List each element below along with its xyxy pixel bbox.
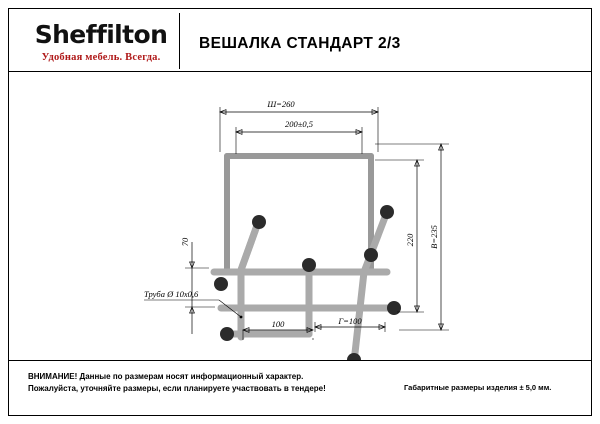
hook-knob: [387, 301, 401, 315]
dim-label-width-overall: Ш=260: [267, 99, 295, 109]
hook-knob: [364, 248, 378, 262]
brand-block: [26, 21, 176, 63]
footer-warning-line1: ВНИМАНИЕ! Данные по размерам носят информационный характер.: [28, 372, 304, 381]
header: [9, 9, 591, 71]
hook-knob: [347, 353, 361, 360]
footer-divider: [9, 360, 591, 361]
footer-warning: [28, 371, 358, 395]
hook-knob: [220, 327, 234, 341]
dimension-depth-hook: [315, 316, 385, 332]
note-label-tube: Труба Ø 10x0,6: [144, 289, 199, 299]
coat-rack-drawing-svg: [9, 72, 591, 360]
brand-name: Sheffilton: [34, 20, 168, 49]
hook-knob: [252, 215, 266, 229]
dim-label-depth-hook: Г=100: [338, 316, 362, 326]
technical-drawing: [9, 72, 591, 360]
annotation-tube-note: [144, 289, 242, 318]
dimension-height-inner: [375, 160, 424, 312]
dim-label-height-inner: 220: [405, 233, 415, 247]
footer-tolerance: Габаритные размеры изделия ± 5,0 мм.: [404, 383, 552, 392]
dimension-height-small: [180, 237, 215, 334]
header-divider-vertical: [179, 13, 180, 69]
dimension-width-inner: [236, 119, 362, 154]
dim-label-depth-spacing: 100: [271, 319, 285, 329]
hook-knob: [380, 205, 394, 219]
hook-knob: [214, 277, 228, 291]
dim-label-height-overall: В=235: [429, 225, 439, 249]
hook-knob: [302, 258, 316, 272]
coat-rack-body: [214, 156, 401, 360]
brand-tagline: Удобная мебель. Всегда.: [41, 52, 161, 63]
dim-label-height-small: 70: [180, 237, 190, 247]
footer-warning-line2: Пожалуйста, уточняйте размеры, если планируете участвовать в тендере!: [28, 384, 326, 393]
dim-label-width-inner: 200±0,5: [284, 119, 314, 129]
page-title: ВЕШАЛКА СТАНДАРТ 2/3: [199, 35, 401, 52]
